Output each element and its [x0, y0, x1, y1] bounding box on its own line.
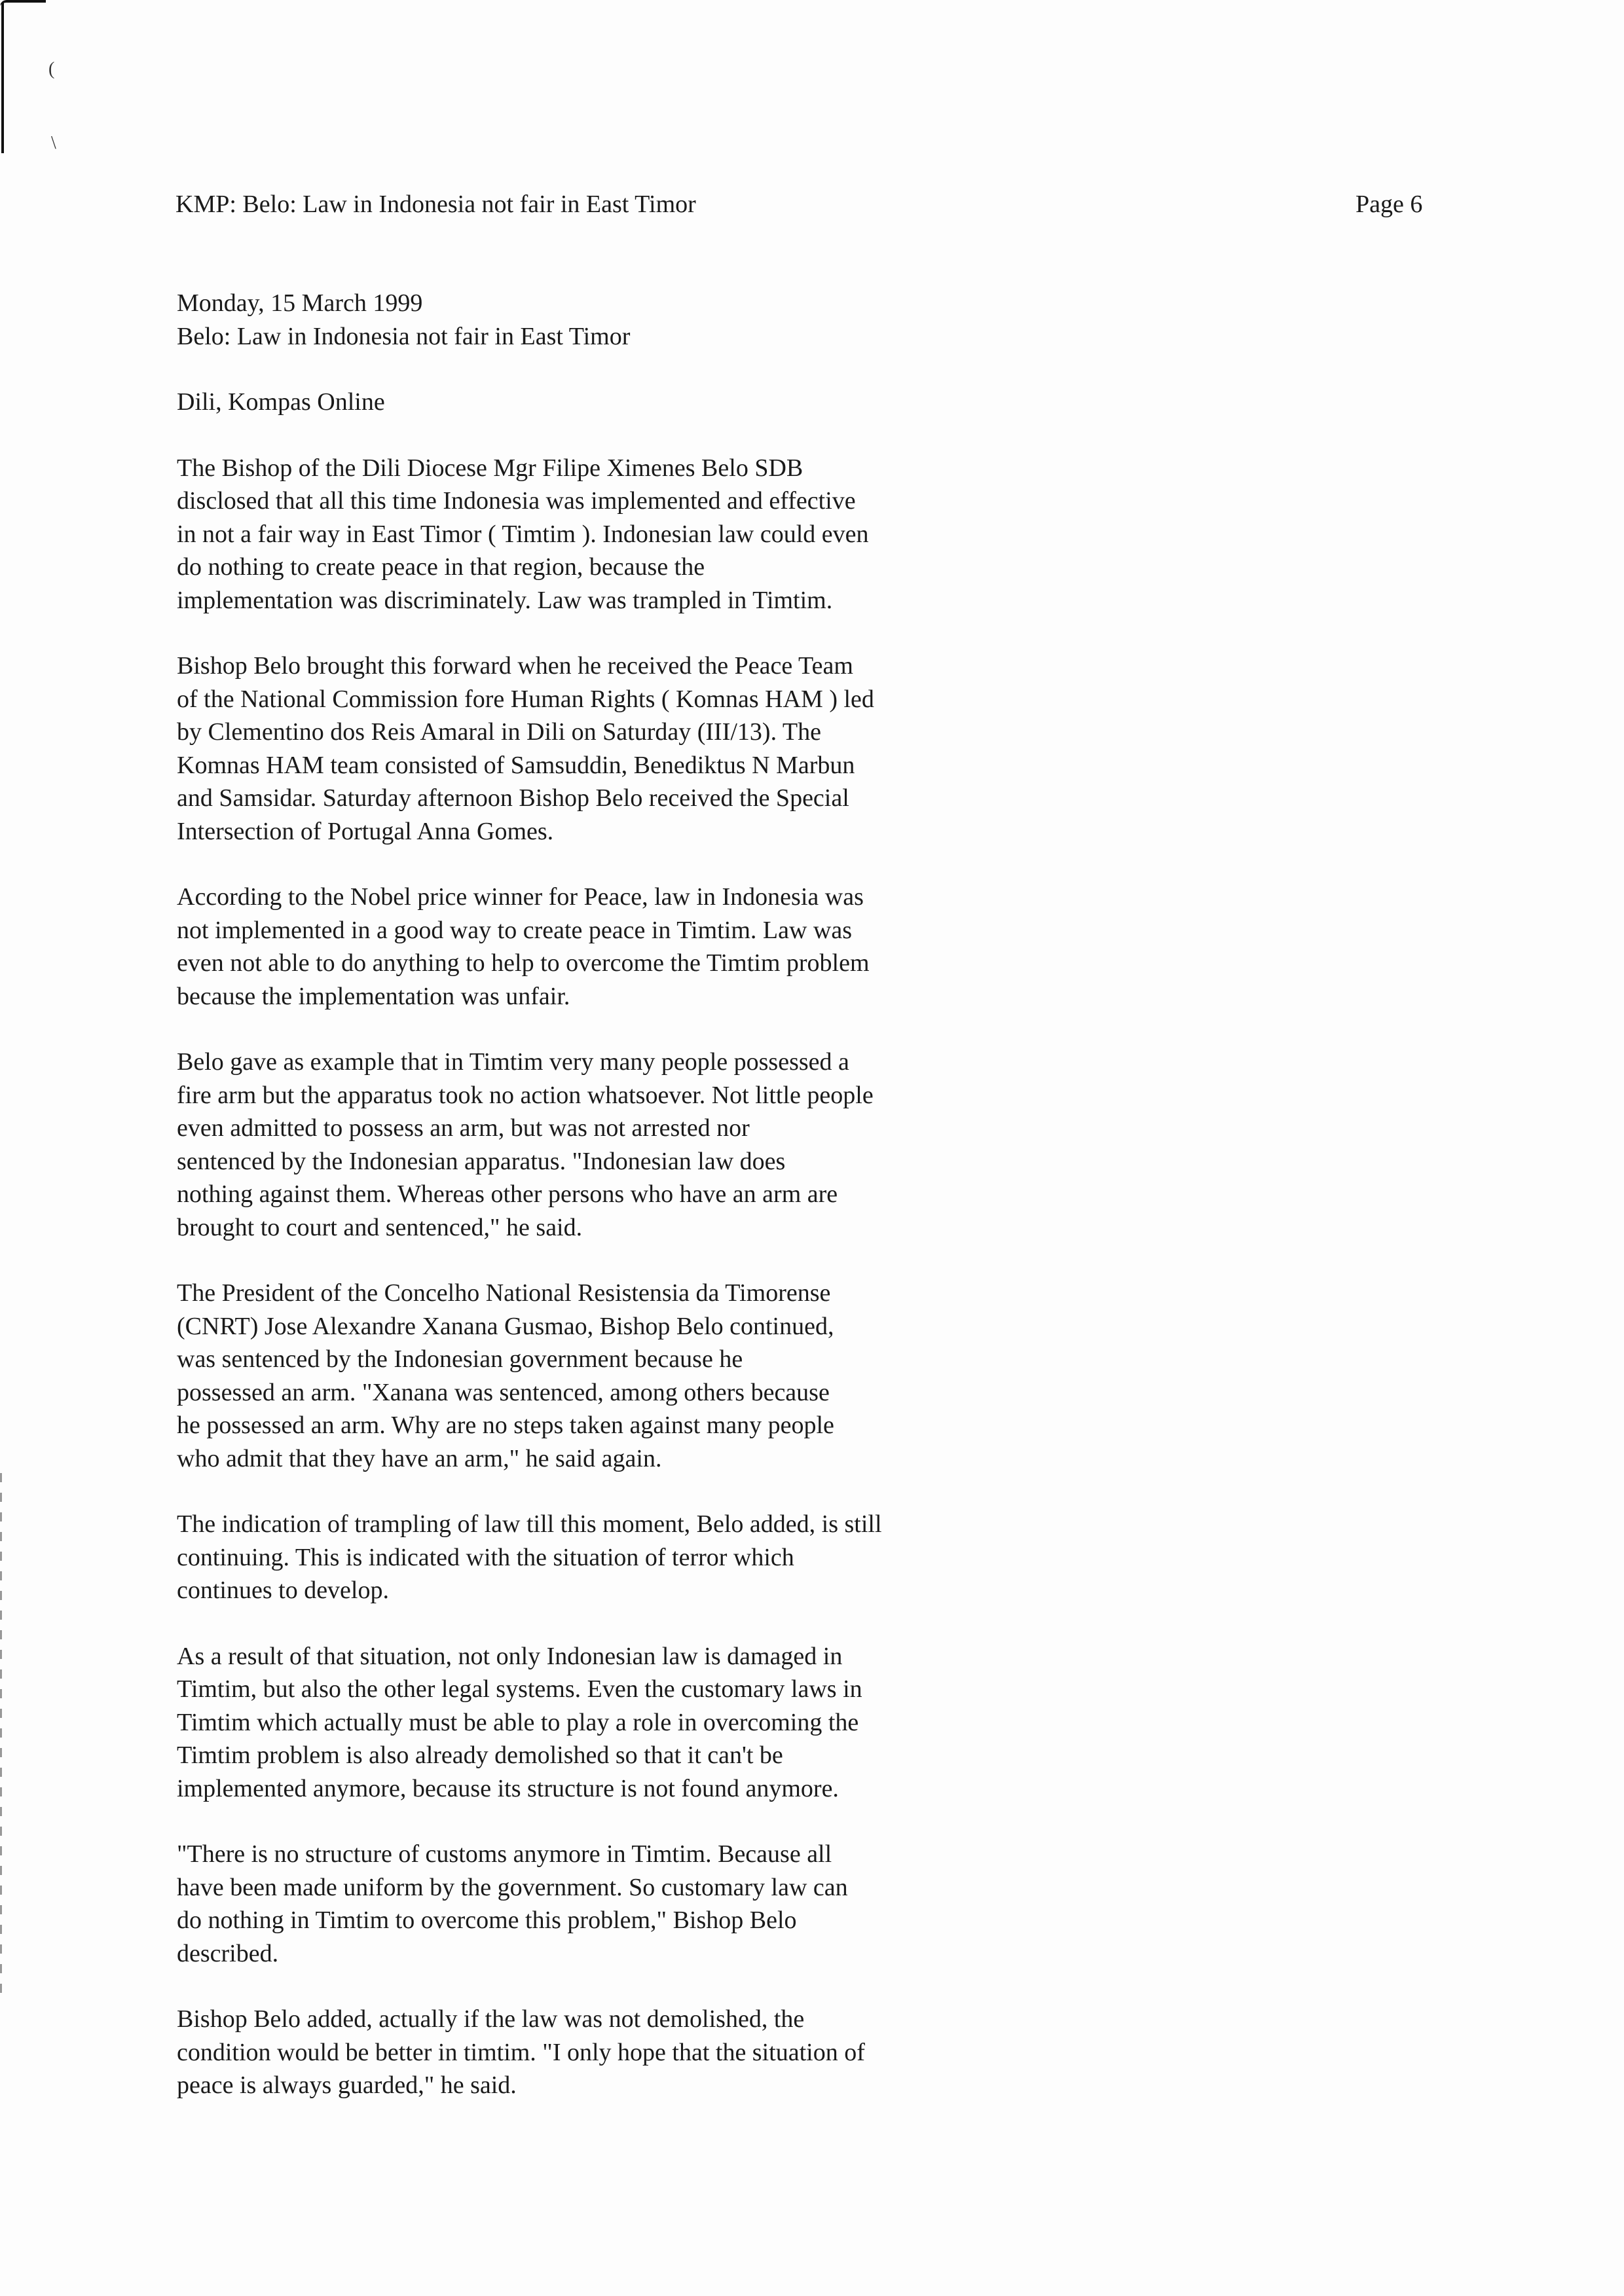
paragraph-line: continues to develop.: [177, 1576, 389, 1604]
scan-edge-shadow: [0, 1473, 2, 1997]
paragraph-line: who admit that they have an arm," he said again.: [177, 1444, 662, 1472]
paragraph: [177, 452, 995, 617]
scan-speck: \: [51, 133, 56, 153]
paragraph-line: nothing against them. Whereas other persons who have an arm are: [177, 1180, 838, 1208]
paragraph-line: do nothing in Timtim to overcome this problem," Bishop Belo: [177, 1906, 797, 1934]
paragraph-line: he possessed an arm. Why are no steps taken against many people: [177, 1412, 834, 1439]
paragraph-line: According to the Nobel price winner for Peace, law in Indonesia was: [177, 883, 864, 911]
paragraph-line: not implemented in a good way to create peace in Timtim. Law was: [177, 916, 853, 944]
scan-edge-mark: [1, 3, 4, 153]
paragraph: [177, 1640, 995, 1806]
paragraph: [177, 1046, 995, 1244]
paragraph: [177, 1277, 995, 1475]
paragraph: [177, 1838, 995, 1970]
running-header: KMP: Belo: Law in Indonesia not fair in East Timor: [175, 191, 696, 218]
article-headline: Belo: Law in Indonesia not fair in East Timor: [177, 322, 631, 350]
dateline-text: Dili, Kompas Online: [177, 388, 385, 416]
paragraph-line: Bishop Belo brought this forward when he received the Peace Team: [177, 652, 853, 680]
paragraph-line: even admitted to possess an arm, but was not arrested nor: [177, 1114, 750, 1142]
article-dateline: [177, 386, 995, 419]
paragraph-line: implementation was discriminately. Law was trampled in Timtim.: [177, 586, 833, 614]
paragraph-line: continuing. This is indicated with the situation of terror which: [177, 1543, 794, 1571]
paragraph-line: described.: [177, 1939, 279, 1967]
paragraph: [177, 881, 995, 1013]
paragraph-line: Belo gave as example that in Timtim very many people possessed a: [177, 1048, 849, 1076]
paragraph-line: Timtim, but also the other legal systems. Even the customary laws in: [177, 1675, 862, 1703]
paragraph-line: sentenced by the Indonesian apparatus. "Indonesian law does: [177, 1147, 786, 1175]
paragraph-line: and Samsidar. Saturday afternoon Bishop Belo received the Special: [177, 784, 849, 812]
paragraph-line: because the implementation was unfair.: [177, 982, 570, 1010]
paragraph-line: disclosed that all this time Indonesia was implemented and effective: [177, 487, 856, 515]
paragraph-line: have been made uniform by the government. So customary law can: [177, 1873, 848, 1901]
article-date: Monday, 15 March 1999: [177, 289, 423, 317]
paragraph-line: Intersection of Portugal Anna Gomes.: [177, 817, 554, 845]
paragraph-line: was sentenced by the Indonesian government because he: [177, 1345, 743, 1373]
article-meta: [177, 287, 995, 353]
paragraph-line: in not a fair way in East Timor ( Timtim ). Indonesian law could even: [177, 520, 869, 548]
paragraph: [177, 2003, 995, 2102]
paragraph-line: of the National Commission fore Human Rights ( Komnas HAM ) led: [177, 685, 874, 713]
paragraph-line: peace is always guarded," he said.: [177, 2071, 517, 2099]
paragraph-line: even not able to do anything to help to overcome the Timtim problem: [177, 949, 870, 977]
paragraph-line: possessed an arm. "Xanana was sentenced, among others because: [177, 1378, 830, 1406]
paragraph-line: implemented anymore, because its structure is not found anymore.: [177, 1774, 839, 1802]
paragraph-line: do nothing to create peace in that region, because the: [177, 553, 705, 581]
paragraph: [177, 649, 995, 848]
paragraph-line: The indication of trampling of law till this moment, Belo added, is still: [177, 1510, 882, 1538]
paragraph-line: brought to court and sentenced," he said.: [177, 1213, 583, 1241]
paragraph-line: "There is no structure of customs anymore in Timtim. Because all: [177, 1840, 832, 1868]
paragraph-line: Komnas HAM team consisted of Samsuddin, Benediktus N Marbun: [177, 751, 855, 779]
paragraph-line: Timtim which actually must be able to play a role in overcoming the: [177, 1708, 859, 1736]
paragraph-line: The Bishop of the Dili Diocese Mgr Filipe Ximenes Belo SDB: [177, 454, 803, 482]
page-number: Page 6: [1356, 191, 1423, 218]
paragraph: [177, 1508, 995, 1607]
paragraph-line: Bishop Belo added, actually if the law was not demolished, the: [177, 2005, 805, 2033]
paragraph-line: The President of the Concelho National Resistensia da Timorense: [177, 1279, 831, 1307]
paragraph-line: (CNRT) Jose Alexandre Xanana Gusmao, Bishop Belo continued,: [177, 1312, 834, 1340]
scan-corner-mark: [0, 0, 46, 9]
paragraph-line: Timtim problem is also already demolished so that it can't be: [177, 1741, 783, 1769]
paragraph-line: As a result of that situation, not only Indonesian law is damaged in: [177, 1642, 843, 1670]
scan-speck: (: [48, 59, 55, 79]
paragraph-line: condition would be better in timtim. "I only hope that the situation of: [177, 2038, 865, 2066]
paragraph-line: fire arm but the apparatus took no action whatsoever. Not little people: [177, 1081, 874, 1109]
paragraph-line: by Clementino dos Reis Amaral in Dili on Saturday (III/13). The: [177, 718, 821, 746]
article-body: [177, 287, 995, 2135]
